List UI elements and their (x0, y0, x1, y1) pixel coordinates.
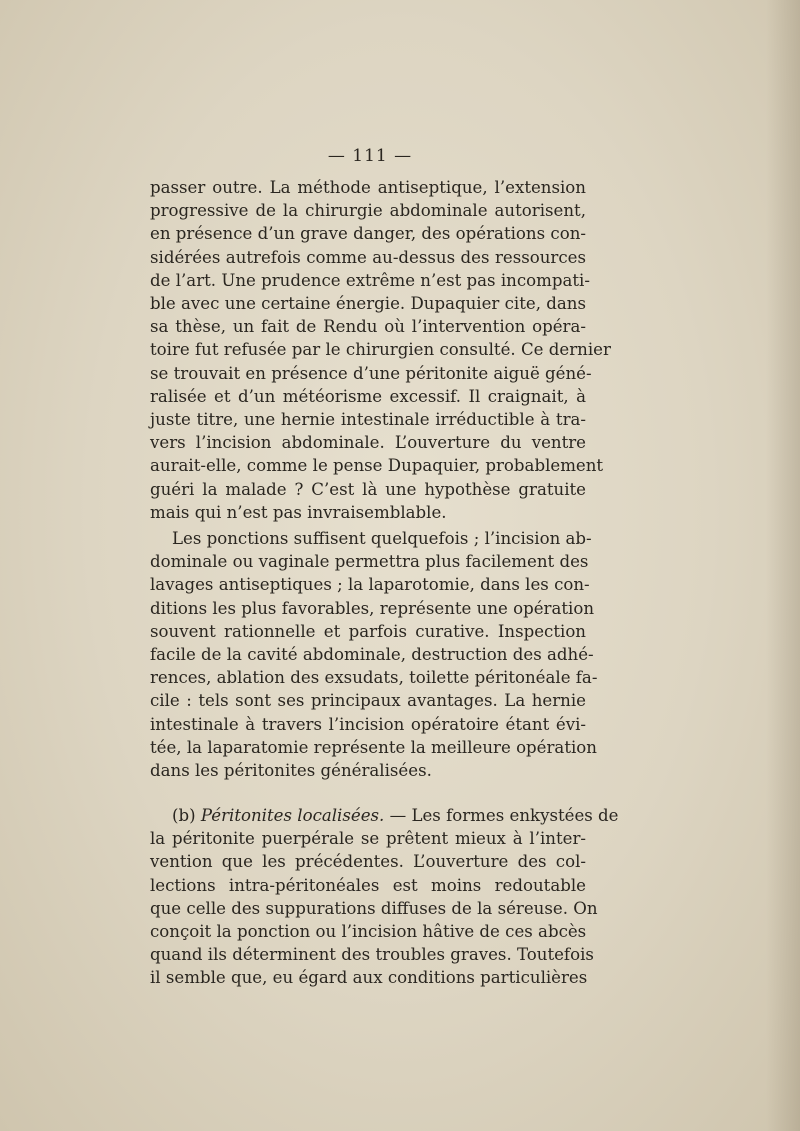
paragraph-line: dans les péritonites généralisées. (150, 761, 432, 781)
paragraph-line: que celle des suppurations diffuses de la séreuse. On (150, 898, 598, 918)
paragraph-line: rences, ablation des exsudats, toilette péritonéale fa- (150, 668, 598, 688)
paragraph-line: Les ponctions suffisent quelquefois ; l’incision ab- (172, 529, 592, 548)
section-title: Péritonites localisées. (200, 806, 385, 825)
paragraph-line: vers l’incision abdominale. L’ouverture du ventre (150, 433, 586, 453)
page-edge-shadow (766, 0, 800, 1131)
paragraph-line: guéri la malade ? C’est là une hypothèse gratuite (150, 479, 586, 499)
paragraph-line: ralisée et d’un météorisme excessif. Il craignait, à (150, 386, 586, 406)
paragraph-line: la péritonite puerpérale se prêtent mieux à l’inter- (150, 829, 586, 849)
paragraph-line: mais qui n’est pas invraisemblable. (150, 502, 447, 522)
paragraph-1 (150, 176, 611, 524)
paragraph-line: sidérées autrefois comme au-dessus des ressources (150, 247, 586, 267)
paragraph-line: sa thèse, un fait de Rendu où l’intervention opéra- (150, 317, 586, 337)
paragraph-line: ditions les plus favorables, représente une opération (150, 598, 595, 618)
paragraph-line: toire fut refusée par le chirurgien consulté. Ce dernier (150, 340, 611, 360)
paragraph-line: conçoit la ponction ou l’incision hâtive de ces abcès (150, 922, 587, 942)
paragraph-line: quand ils déterminent des troubles graves. Toutefois (150, 945, 594, 965)
paragraph-line: souvent rationnelle et parfois curative. Inspection (150, 621, 586, 641)
paragraph-line: dominale ou vaginale permettra plus facilement des (150, 552, 589, 572)
section-heading-line (150, 804, 619, 827)
paragraph-2 (150, 527, 598, 782)
paragraph-line: de l’art. Une prudence extrême n’est pas incompati- (150, 270, 590, 290)
paragraph-line: lections intra-péritonéales est moins redoutable (150, 875, 586, 895)
paragraph-line: juste titre, une hernie intestinale irréductible à tra- (150, 410, 586, 430)
paragraph-line: se trouvait en présence d’une péritonite aiguë géné- (150, 363, 592, 383)
paragraph-line: facile de la cavité abdominale, destruction des adhé- (150, 645, 594, 665)
paragraph-line: progressive de la chirurgie abdominale autorisent, (150, 201, 586, 221)
section-heading-text: — Les formes enkystées de (384, 806, 619, 825)
paragraph-line: il semble que, eu égard aux conditions particulières (150, 968, 588, 988)
paragraph-line: lavages antiseptiques ; la laparotomie, dans les con- (150, 575, 590, 595)
page-number: — 111 — (327, 146, 413, 166)
paragraph-line: cile : tels sont ses principaux avantages. La hernie (150, 691, 586, 711)
paragraph-3 (150, 804, 619, 990)
paragraph-line: en présence d’un grave danger, des opérations con- (150, 224, 586, 244)
paragraph-line: intestinale à travers l’incision opératoire étant évi- (150, 714, 586, 734)
paragraph-line: vention que les précédentes. L’ouverture des col- (150, 852, 586, 872)
section-number: (b) (172, 806, 201, 825)
paragraph-line: ble avec une certaine énergie. Dupaquier cite, dans (150, 294, 586, 314)
paragraph-line: aurait-elle, comme le pense Dupaquier, probablement (150, 456, 604, 476)
paragraph-line: tée, la laparatomie représente la meilleure opération (150, 737, 597, 757)
paragraph-line: passer outre. La méthode antiseptique, l’extension (150, 178, 586, 197)
